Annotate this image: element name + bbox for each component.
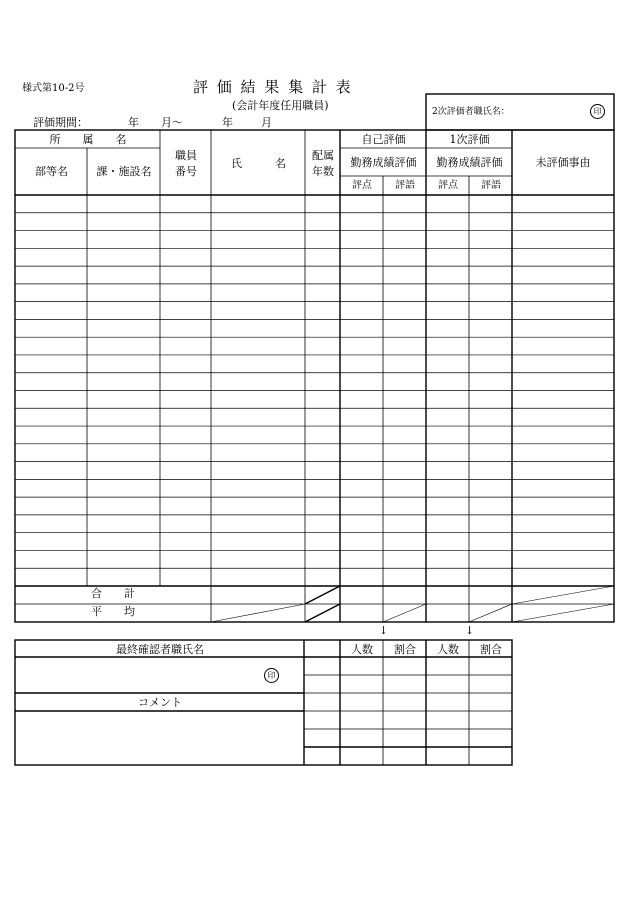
secondary-evaluator-label: 2次評価者職氏名：	[432, 107, 510, 117]
self-performance-header: 勤務成績評価	[350, 156, 417, 169]
self-score-header: 評点	[352, 180, 372, 191]
period-month-end: 月	[261, 116, 272, 129]
dept-header: 部等名	[35, 165, 68, 178]
period-year-end: 年	[222, 116, 233, 129]
staff-no-header-2: 番号	[175, 165, 197, 178]
down-arrow-icon: ↓	[465, 624, 475, 637]
page-title: 評 価 結 果 集 計 表	[193, 78, 353, 96]
period-year-start: 年	[128, 116, 139, 129]
years-header-1: 配属	[312, 149, 334, 162]
average-label: 平 均	[91, 605, 135, 618]
staff-no-header-1: 職員	[175, 149, 197, 162]
page-subtitle: (会計年度任用職員)	[232, 99, 329, 112]
period-label: 評価期間：	[33, 116, 88, 129]
self-people-header: 人数	[351, 643, 373, 656]
first-score-header: 評点	[438, 180, 458, 191]
first-remark-header: 評語	[481, 180, 501, 191]
period-month-start: 月～	[161, 116, 183, 129]
years-header-2: 年数	[312, 165, 334, 178]
section-header: 課・施設名	[96, 165, 152, 178]
first-people-header: 人数	[437, 643, 459, 656]
affiliation-header: 所 属 名	[49, 133, 127, 146]
first-ratio-header: 割合	[480, 643, 502, 656]
self-eval-header: 自己評価	[361, 133, 406, 146]
final-confirmer-seal-icon: 印	[264, 668, 279, 683]
unevaluated-reason-header: 未評価事由	[535, 156, 591, 169]
final-confirmer-label: 最終確認者職氏名	[116, 643, 204, 656]
self-ratio-header: 割合	[394, 643, 416, 656]
first-eval-header: 1次評価	[449, 133, 490, 146]
self-remark-header: 評語	[395, 180, 415, 191]
form-number: 様式第10-2号	[22, 83, 85, 94]
comment-label: コメント	[138, 696, 182, 709]
down-arrow-icon: ↓	[379, 624, 389, 637]
secondary-evaluator-seal-icon: 印	[590, 104, 605, 119]
total-label: 合 計	[91, 587, 135, 600]
first-performance-header: 勤務成績評価	[436, 156, 503, 169]
name-header: 氏 名	[231, 157, 286, 170]
